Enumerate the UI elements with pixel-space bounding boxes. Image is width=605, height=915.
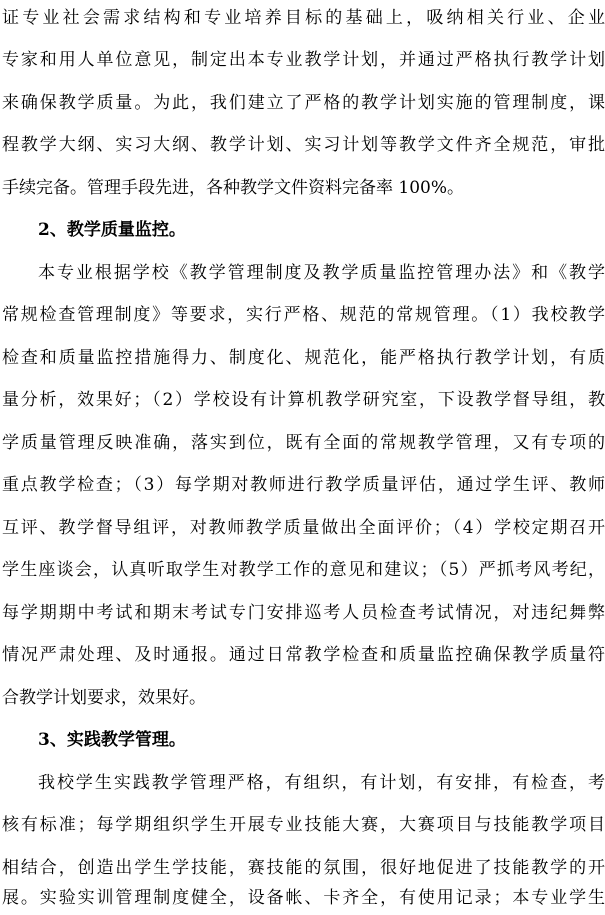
section-heading: 3、实践教学管理。 — [38, 730, 186, 750]
text-line: 学生座谈会，认真听取学生对教学工作的意见和建议；（5）严抓考风考纪， — [2, 560, 605, 580]
text-line: 核有标准；每学期组织学生开展专业技能大赛，大赛项目与技能教学项目 — [2, 815, 605, 835]
text-line: 情况严肃处理、及时通报。通过日常教学检查和质量监控确保教学质量符 — [2, 645, 605, 665]
text-line: 检查和质量监控措施得力、制度化、规范化，能严格执行教学计划，有质 — [2, 348, 605, 368]
section-heading: 2、教学质量监控。 — [38, 220, 186, 240]
text-line: 我校学生实践教学管理严格，有组织，有计划，有安排，有检查，考 — [38, 773, 605, 793]
text-line: 常规检查管理制度》等要求，实行严格、规范的常规管理。（1）我校教学 — [2, 305, 605, 325]
text-line: 证专业社会需求结构和专业培养目标的基础上，吸纳相关行业、企业 — [2, 8, 605, 28]
text-line: 程教学大纲、实习大纲、教学计划、实习计划等教学文件齐全规范，审批 — [2, 135, 605, 155]
text-line: 手续完备。管理手段先进，各种教学文件资料完备率 100%。 — [2, 178, 465, 198]
text-line: 学质量管理反映准确，落实到位，既有全面的常规教学管理，又有专项的 — [2, 433, 605, 453]
text-line: 专家和用人单位意见，制定出本专业教学计划，并通过严格执行教学计划 — [2, 50, 605, 70]
text-line: 互评、教学督导组评，对教师教学质量做出全面评价；（4）学校定期召开 — [2, 518, 605, 538]
text-line: 本专业根据学校《教学管理制度及教学质量监控管理办法》和《教学 — [38, 263, 605, 283]
text-line: 来确保教学质量。为此，我们建立了严格的教学计划实施的管理制度，课 — [2, 93, 605, 113]
text-line: 每学期期中考试和期末考试专门安排巡考人员检查考试情况，对违纪舞弊 — [2, 603, 605, 623]
text-line: 展。实验实训管理制度健全，设备帐、卡齐全，有使用记录；本专业学生 — [2, 888, 605, 908]
text-line: 重点教学检查；（3）每学期对教师进行教学质量评估，通过学生评、教师 — [2, 475, 605, 495]
text-line: 相结合，创造出学生学技能，赛技能的氛围，很好地促进了技能教学的开 — [2, 858, 605, 878]
text-line: 合教学计划要求，效果好。 — [2, 688, 206, 708]
text-line: 量分析，效果好；（2）学校设有计算机教学研究室，下设教学督导组，教 — [2, 390, 605, 410]
